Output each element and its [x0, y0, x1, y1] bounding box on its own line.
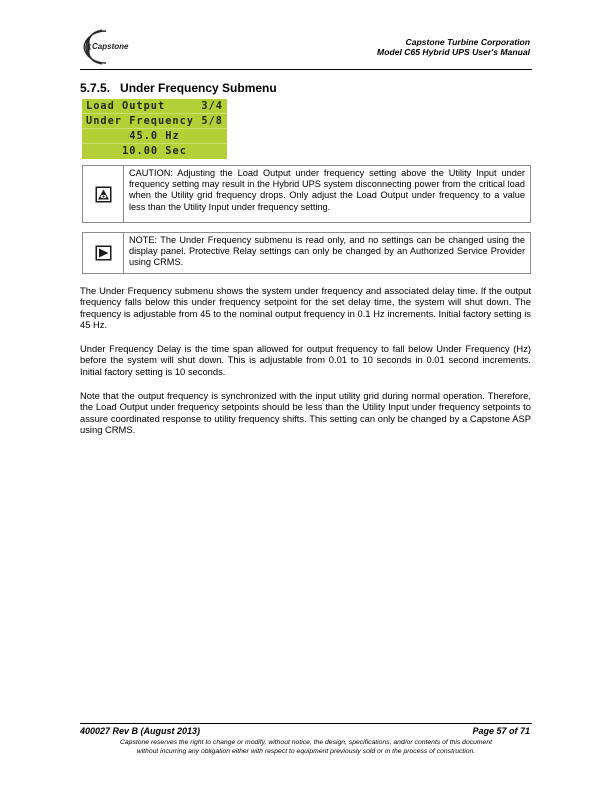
caution-text: CAUTION: Adjusting the Load Output under frequency setting above the Utility Input under frequency setting may result in the Hybrid UPS system disconnecting power from the critical load when the Utility grid frequency drops. Only adjust the Load Output under frequency to a value less than the Utility Input under frequency setting.	[129, 168, 525, 212]
company-name: Capstone Turbine Corporation	[405, 37, 530, 47]
section-title: 5.7.5. Under Frequency Submenu	[80, 81, 277, 95]
lcd-delay-value: 10.00 Sec	[122, 145, 187, 157]
lcd-under-frequency-label: Under Frequency	[86, 115, 194, 127]
lcd-display	[82, 99, 227, 159]
body-paragraph-1: The Under Frequency submenu shows the system under frequency and associated delay time. If the output frequency falls below this under frequency setpoint for the set delay time, the system will shut down. The frequency is adjustable from 45 to the nominal output frequency in 0.1 Hz increments. Initial factory setting is 45 Hz.	[80, 285, 531, 331]
capstone-logo	[80, 28, 132, 66]
header-divider	[80, 69, 532, 70]
lcd-under-frequency-page: 5/8	[201, 115, 223, 127]
document-revision: 400027 Rev B (August 2013)	[80, 726, 201, 736]
caution-icon-cell	[83, 166, 124, 222]
note-icon-cell	[83, 233, 124, 273]
lcd-row-2	[82, 114, 227, 129]
lcd-row-4	[82, 144, 227, 159]
page-number: Page 57 of 71	[472, 726, 530, 736]
disclaimer-line-2: without incurring any obligation either with respect to equipment previously sold or in the process of construction.	[136, 748, 476, 755]
manual-title: Model C65 Hybrid UPS User's Manual	[377, 47, 530, 57]
page-header	[377, 37, 530, 57]
lcd-row-1	[82, 99, 227, 114]
lcd-row-3	[82, 129, 227, 144]
logo-wordmark: Capstone	[92, 42, 129, 51]
body-paragraph-3: Note that the output frequency is synchronized with the input utility grid during normal operation. Therefore, the Load Output under frequency setpoints should be less than the Utility Input under frequency setpoints to assure coordinated response to utility frequency shifts. This setting can only be changed by a Capstone ASP using CRMS.	[80, 390, 531, 436]
note-text: NOTE: The Under Frequency submenu is read only, and no settings can be changed using the display panel. Protective Relay settings can only be changed by an Authorized Service Provider using CRMS.	[129, 235, 525, 268]
note-box	[82, 232, 531, 274]
lcd-load-output-page: 3/4	[201, 100, 223, 112]
caution-eye-icon	[95, 186, 112, 203]
body-paragraph-2: Under Frequency Delay is the time span allowed for output frequency to fall below Under Frequency (Hz) before the system will shut down. This is adjustable from 0.01 to 10 seconds in 0.01 second increments. Initial factory setting is 10 seconds.	[80, 343, 531, 377]
footer-divider	[80, 723, 532, 724]
disclaimer-line-1: Capstone reserves the right to change or modify, without notice, the design, specifications, and/or contents of this document	[119, 739, 493, 746]
caution-box	[82, 165, 531, 223]
lcd-load-output-label: Load Output	[86, 100, 166, 112]
lcd-frequency-value: 45.0 Hz	[129, 130, 180, 142]
footer-disclaimer	[80, 738, 532, 756]
note-arrow-icon	[95, 245, 112, 261]
